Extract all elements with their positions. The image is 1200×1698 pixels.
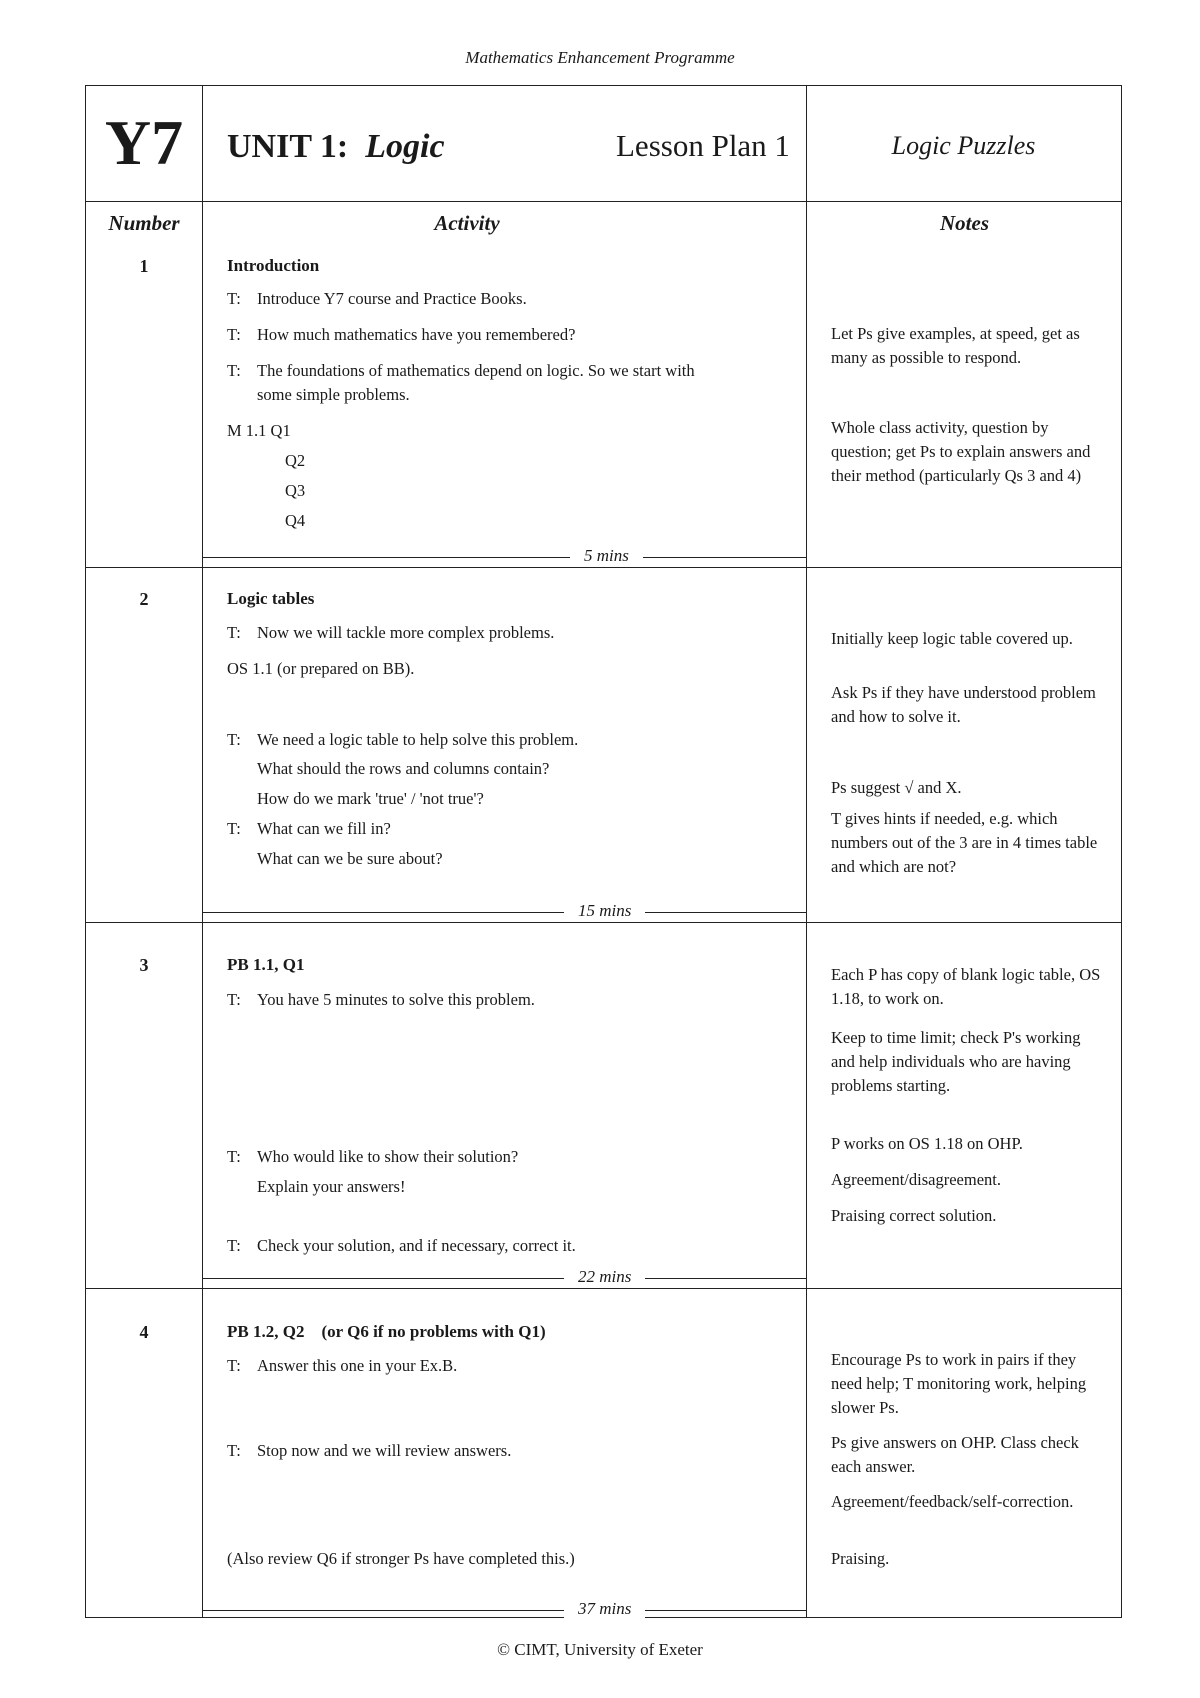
activity-line: T: Who would like to show their solution?: [227, 1147, 519, 1166]
activity-line: T: The foundations of mathematics depend on logic. So we start with: [227, 361, 695, 380]
speaker-label: T:: [227, 289, 241, 308]
activity-line: T: Now we will tackle more complex problems.: [227, 623, 555, 642]
note: Each P has copy of blank logic table, OS 1.18, to work on.: [831, 965, 1101, 1008]
section-number: 4: [139, 1322, 149, 1342]
lesson-topic: Logic Puzzles: [891, 131, 1036, 160]
note: Encourage Ps to work in pairs if they need help; T monitoring work, helping slower Ps.: [831, 1350, 1087, 1417]
speaker-label: T:: [227, 819, 241, 838]
speaker-label: T:: [227, 1441, 241, 1460]
activity-line: What should the rows and columns contain?: [257, 759, 550, 778]
activity-line: some simple problems.: [257, 385, 410, 404]
time-marker: 37 mins: [564, 1599, 645, 1619]
note: Agreement/disagreement.: [831, 1170, 1001, 1189]
note: Whole class activity, question by question; get Ps to explain answers and their method (particularly Qs 3 and 4): [831, 418, 1091, 485]
activity-line: T: What can we fill in?: [227, 819, 391, 838]
time-rule: [202, 557, 806, 558]
column-divider: [202, 86, 203, 1617]
activity-line: How do we mark 'true' / 'not true'?: [257, 789, 484, 808]
column-divider: [806, 86, 807, 1617]
note: P works on OS 1.18 on OHP.: [831, 1134, 1023, 1153]
section-number: 2: [139, 589, 149, 609]
activity-line: T: Check your solution, and if necessary, correct it.: [227, 1236, 576, 1255]
time-marker: 22 mins: [564, 1267, 645, 1287]
note: Praising.: [831, 1549, 890, 1568]
time-marker: 5 mins: [570, 546, 643, 566]
note: Ask Ps if they have understood problem and how to solve it.: [831, 683, 1096, 726]
note: Let Ps give examples, at speed, get as many as possible to respond.: [831, 324, 1080, 367]
section-heading: Introduction: [227, 256, 320, 275]
note: Keep to time limit; check P's working and help individuals who are having problems starting.: [831, 1028, 1081, 1095]
speaker-label: T:: [227, 623, 241, 642]
time-rule: [202, 1610, 806, 1611]
activity-line: (Also review Q6 if stronger Ps have completed this.): [227, 1549, 575, 1568]
activity-line: T: You have 5 minutes to solve this problem.: [227, 990, 535, 1009]
section-number: 1: [139, 256, 149, 276]
time-rule: [202, 1278, 806, 1279]
activity-line: T: Stop now and we will review answers.: [227, 1441, 512, 1460]
activity-line: T: Introduce Y7 course and Practice Books.: [227, 289, 527, 308]
note: Agreement/feedback/self-correction.: [831, 1492, 1074, 1511]
activity-line: Q2: [285, 451, 306, 470]
activity-line: T: How much mathematics have you remembered?: [227, 325, 576, 344]
column-header-number: Number: [108, 211, 180, 235]
note: Ps suggest √ and X.: [831, 778, 962, 797]
unit-prefix: UNIT 1:: [227, 128, 349, 165]
note: Initially keep logic table covered up.: [831, 629, 1073, 648]
section-number: 3: [139, 955, 149, 975]
copyright-footer: © CIMT, University of Exeter: [497, 1640, 703, 1659]
speaker-label: T:: [227, 1236, 241, 1255]
speaker-label: T:: [227, 325, 241, 344]
row-divider: [86, 567, 1121, 568]
lesson-number: Lesson Plan 1: [616, 128, 790, 163]
activity-line: What can we be sure about?: [257, 849, 443, 868]
activity-line: Explain your answers!: [257, 1177, 406, 1196]
note: Praising correct solution.: [831, 1206, 997, 1225]
row-divider: [86, 922, 1121, 923]
row-divider: [86, 1288, 1121, 1289]
time-rule: [202, 912, 806, 913]
unit-name: Logic: [365, 128, 445, 165]
year-label: Y7: [104, 107, 184, 178]
activity-line: T: Answer this one in your Ex.B.: [227, 1356, 458, 1375]
activity-line: T: We need a logic table to help solve this problem.: [227, 730, 579, 749]
activity-line: M 1.1 Q1: [227, 421, 291, 440]
running-head: Mathematics Enhancement Programme: [465, 48, 735, 67]
unit-title: [227, 128, 445, 166]
activity-line: Q4: [285, 511, 306, 530]
section-heading: Logic tables: [227, 589, 315, 608]
speaker-label: T:: [227, 990, 241, 1009]
speaker-label: T:: [227, 1356, 241, 1375]
lesson-plan-table: [85, 85, 1122, 1618]
speaker-label: T:: [227, 1147, 241, 1166]
section-heading: PB 1.2, Q2 (or Q6 if no problems with Q1): [227, 1322, 546, 1341]
column-header-notes: Notes: [940, 211, 989, 235]
note: Ps give answers on OHP. Class check each answer.: [831, 1433, 1079, 1476]
note: T gives hints if needed, e.g. which numbers out of the 3 are in 4 times table and which are not?: [831, 809, 1098, 876]
speaker-label: T:: [227, 730, 241, 749]
time-marker: 15 mins: [564, 901, 645, 921]
section-heading: PB 1.1, Q1: [227, 955, 305, 974]
row-divider: [86, 201, 1121, 202]
activity-line: Q3: [285, 481, 306, 500]
column-header-activity: Activity: [434, 211, 500, 235]
speaker-label: T:: [227, 361, 241, 380]
activity-line: OS 1.1 (or prepared on BB).: [227, 659, 415, 678]
